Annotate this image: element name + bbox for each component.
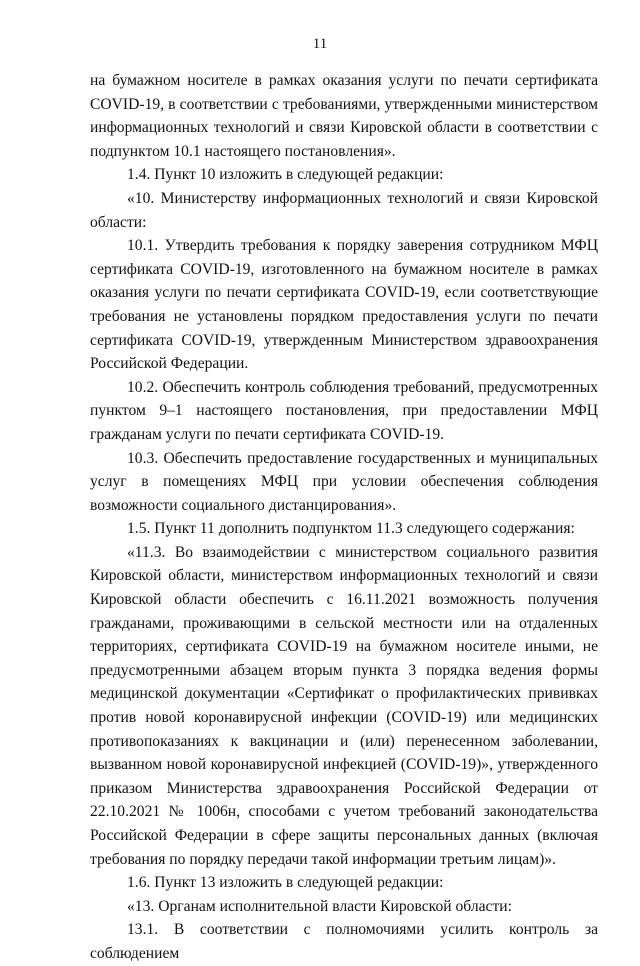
- paragraph-item-13-1: 13.1. В соответствии с полномочиями усилить контроль за соблюдением: [90, 921, 598, 962]
- paragraph-item-13: «13. Органам исполнительной власти Кировской области:: [127, 897, 512, 915]
- body-text: [90, 69, 598, 966]
- paragraph-item-11-3: «11.3. Во взаимодействии с министерством социального развития Кировской области, министерством информационных технологий и связи Кировской области обеспечить с 16.11.2021 возможность получения гражданами, проживающими в сельской местности или на отдаленных территориях, сертификата COVID-19 на бумажном носителе иными, не предусмотренными абзацем вторым пункта 3 порядка ведения формы медицинской документации «Сертификат о профилактических прививках против новой коронавирусной инфекции (COVID-19) или медицинских противопоказаниях к вакцинации и (или) перенесенном заболевании, вызванном новой коронавирусной инфекцией (COVID-19)», утвержденного приказом Министерства здравоохранения Российской Федерации от 22.10.2021 № 1006н, способами с учетом требований законодательства Российской Федерации в сфере защиты персональных данных (включая требования по порядку передачи такой информации третьим лицам)».: [90, 543, 598, 868]
- paragraph-continuation: на бумажном носителе в рамках оказания услуги по печати сертификата COVID-19, в соответствии с требованиями, утвержденными министерством информационных технологий и связи Кировской области в соответствии с подпунктом 10.1 настоящего постановления».: [90, 72, 598, 160]
- paragraph-item-1-4: 1.4. Пункт 10 изложить в следующей редакции:: [127, 166, 444, 184]
- paragraph-item-10: «10. Министерству информационных технологий и связи Кировской области:: [90, 189, 598, 231]
- paragraph-item-10-2: 10.2. Обеспечить контроль соблюдения требований, предусмотренных пунктом 9–1 настоящего постановления, при предоставлении МФЦ гражданам услуги по печати сертификата COVID-19.: [90, 378, 598, 443]
- paragraph-item-1-6: 1.6. Пункт 13 изложить в следующей редакции:: [127, 874, 444, 892]
- page-number: 11: [312, 36, 328, 52]
- paragraph-item-1-5: 1.5. Пункт 11 дополнить подпунктом 11.3 следующего содержания:: [127, 520, 575, 538]
- paragraph-item-10-1: 10.1. Утвердить требования к порядку заверения сотрудником МФЦ сертификата COVID-19, изготовленного на бумажном носителе в рамках оказания услуги по печати сертификата COVID-19, если соответствующие требования не установлены порядком предоставления услуги по печати сертификата COVID-19, утвержденным Министерством здравоохранения Российской Федерации.: [90, 237, 598, 373]
- paragraph-item-10-3: 10.3. Обеспечить предоставление государственных и муниципальных услуг в помещениях МФЦ при условии обеспечения соблюдения возможности социального дистанцирования».: [90, 449, 598, 514]
